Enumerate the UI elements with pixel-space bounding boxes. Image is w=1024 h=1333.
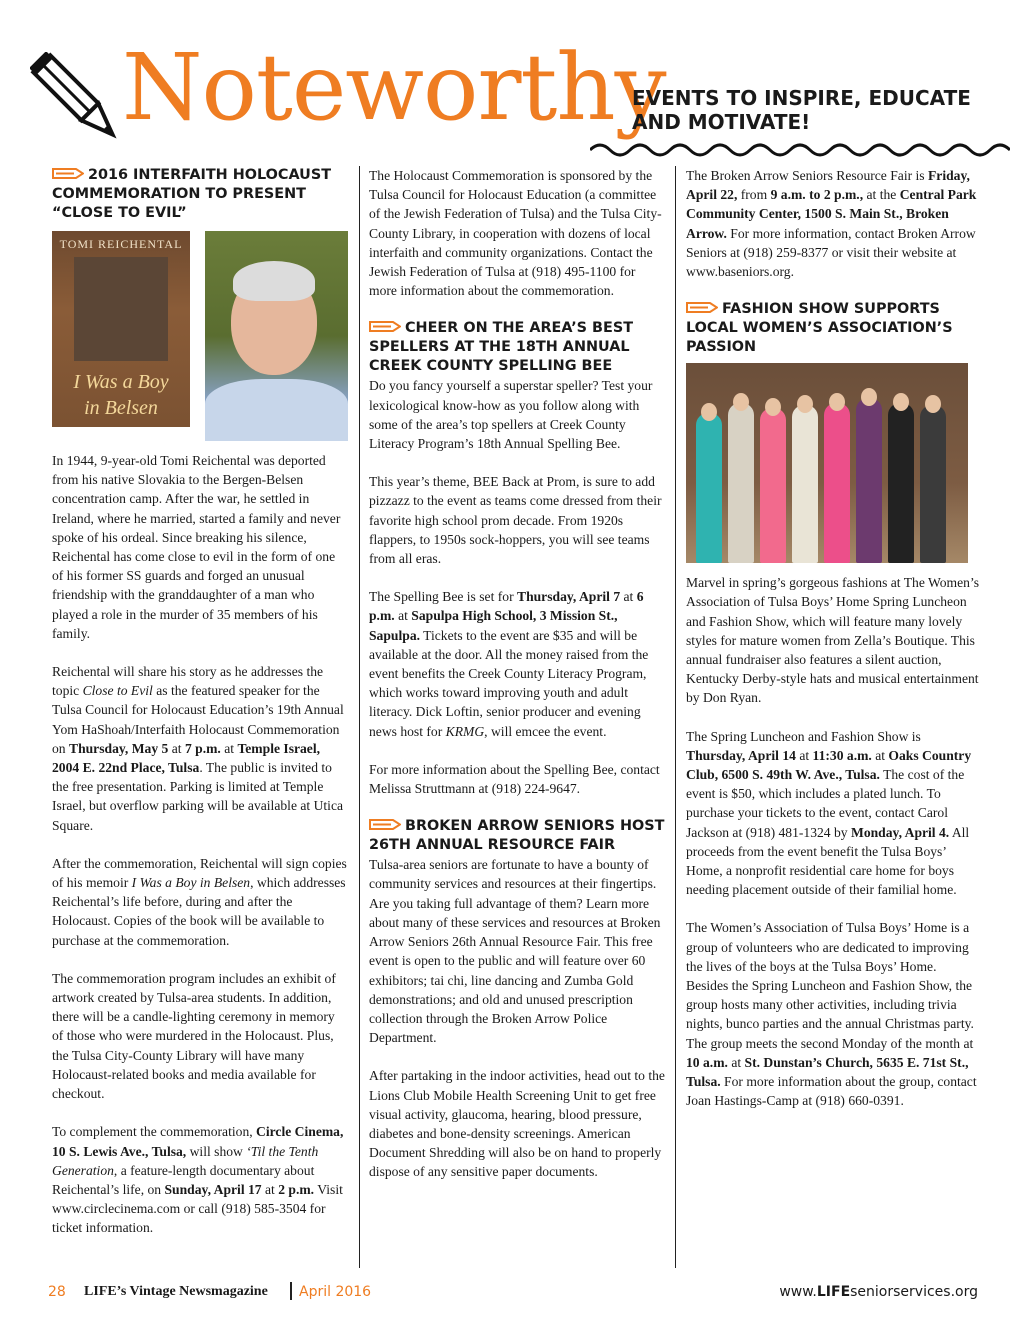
heading-line: CREEK COUNTY SPELLING BEE — [369, 358, 613, 375]
paragraph: In 1944, 9-year-old Tomi Reichental was deported from his native Slovakia to the Bergen-Belsen concentration camp. After the war, he settled in Ireland, where he married, started a family and never spoke of his ordeal. Since breaking his silence, Reichental has come close to evil in the form of one of his former SS guards and forged an unusual friendship with the granddaughter of a man who played a role in the murder of 35 members of his family. — [52, 453, 341, 641]
heading-line: “CLOSE TO EVIL” — [52, 205, 187, 221]
column-2 — [369, 166, 665, 1182]
paragraph: The Spring Luncheon and Fashion Show is Thursday, April 14 at 11:30 a.m. at Oaks Country Club, 6500 S. 49th W. Ave., Tulsa. The cost of the event is $50, which includes a plated lunch. To purchase your tickets to the event, contact Carol Jackson at (918) 481-1324 by Monday, April 4. All proceeds from the event benefit the Tulsa Boys’ Home, a nonprofit residential care home for boys needing placement outside of their familial home. — [686, 728, 972, 898]
photo-figure — [856, 398, 882, 563]
column-1 — [52, 166, 348, 1238]
heading-line: BROKEN ARROW SENIORS HOST — [405, 818, 665, 835]
heading-line: COMMEMORATION TO PRESENT — [52, 186, 306, 202]
heading-line: PASSION — [686, 339, 757, 356]
heading-line: 2016 INTERFAITH HOLOCAUST — [88, 167, 332, 183]
photo-figure — [888, 403, 914, 563]
photo-figure — [792, 405, 818, 563]
section-heading — [686, 300, 982, 357]
arrow-icon — [369, 321, 401, 332]
paragraph: The commemoration program includes an exhibit of artwork created by Tulsa-area students. In addition, there will be a candle-lighting ceremony in memory of those who were murdered in the Holocaust. Plus, the Tulsa City-County Library will have many Holocaust-related books and media available for checkout. — [52, 970, 336, 1102]
heading-line: CHEER ON THE AREA’S BEST — [405, 320, 634, 337]
photo-row — [52, 231, 348, 441]
photo-figure — [824, 403, 850, 563]
book-title-line: in Belsen — [84, 397, 158, 419]
paragraph: Do you fancy yourself a superstar speller? Test your lexicological know-how as you follow along with some of the area’s top spellers at Creek County Literacy Program’s 18th Annual Spelling Bee. — [369, 378, 653, 452]
photo-figure — [728, 403, 754, 563]
section-heading — [52, 166, 348, 223]
pencil-icon — [30, 52, 130, 152]
paragraph: Tulsa-area seniors are fortunate to have a bounty of community services and resources at their fingertips. Are you taking full advantage of them? Learn more about many of these services and resources at Broken Arrow Seniors 26th Annual Resource Fair. This free event is open to the public and will feature over 60 exhibitors; tai chi, line dancing and Zumba Gold demonstrations; and old and unused prescription collection through the Broken Arrow Police Department. — [369, 857, 661, 1046]
website-link[interactable]: www.LIFEseniorservices.org — [779, 1284, 978, 1300]
arrow-icon — [686, 302, 718, 313]
paragraph: The Broken Arrow Seniors Resource Fair is Friday, April 22, from 9 a.m. to 2 p.m., at the Central Park Community Center, 1500 S. Main St., Broken Arrow. For more information, contact Broken Arrow Seniors at (918) 259-8377 or visit their website at www.baseniors.org. — [686, 168, 977, 280]
section-heading — [369, 319, 665, 376]
fashion-show-photo — [686, 363, 968, 563]
page-title: Noteworthy — [122, 34, 666, 141]
publication-name: LIFE’s Vintage Newsmagazine — [84, 1284, 268, 1299]
page-number: 28 — [48, 1284, 66, 1300]
photo-figure — [920, 405, 946, 563]
heading-line: SPELLERS AT THE 18TH ANNUAL — [369, 339, 630, 356]
tagline-line: EVENTS TO INSPIRE, EDUCATE — [632, 86, 971, 110]
photo-figure — [760, 408, 786, 563]
paragraph: The Holocaust Commemoration is sponsored by the Tulsa Council for Holocaust Education (a committee of the Jewish Federation of Tulsa) and the Tulsa City-County Library, in cooperation with dozens of local interfaith and community organizations. Contact the Jewish Federation of Tulsa at (918) 495-1100 for more information about the commemoration. — [369, 168, 662, 299]
arrow-icon — [52, 168, 84, 179]
paragraph: Reichental will share his story as he addresses the topic Close to Evil as the featured speaker for the Tulsa Council for Holocaust Education’s 19th Annual Yom HaShoah/Interfaith Holocaust Commemoration on Thursday, May 5 at 7 p.m. at Temple Israel, 2004 E. 22nd Place, Tulsa. The public is invited to the free presentation. Parking is limited at Temple Israel, but overflow parking will be available at Utica Square. — [52, 664, 344, 833]
tagline-line: AND MOTIVATE! — [632, 110, 811, 134]
arrow-icon — [369, 819, 401, 830]
book-author: TOMI REICHENTAL — [59, 237, 183, 251]
heading-line: LOCAL WOMEN’S ASSOCIATION’S — [686, 320, 953, 337]
paragraph: The Women’s Association of Tulsa Boys’ Home is a group of volunteers who are dedicated to improving the lives of the boys at the Tulsa Boys’ Home. Besides the Spring Luncheon and Fashion Show, the group hosts many other activities, including trivia nights, bunco parties and the annual Christmas party. The group meets the second Monday of the month at 10 a.m. at St. Dunstan’s Church, 5635 E. 71st St., Tulsa. For more information about the group, contact Joan Hastings-Camp at (918) 660-0391. — [686, 920, 977, 1109]
paragraph: Marvel in spring’s gorgeous fashions at The Women’s Association of Tulsa Boys’ Home Spring Luncheon and Fashion Show, which will feature many lovely styles for mature women from Zella’s Boutique. This annual fundraiser also features a silent auction, Kentucky Derby-style hats and musical entertainment by Don Ryan. — [686, 575, 980, 706]
issue-date: April 2016 — [299, 1284, 372, 1300]
speaker-portrait — [205, 231, 348, 441]
footer-divider — [290, 1282, 292, 1300]
book-title-line: I Was a Boy — [73, 371, 169, 393]
column-3 — [686, 166, 982, 1111]
column-rule — [675, 166, 676, 1268]
paragraph: For more information about the Spelling Bee, contact Melissa Struttmann at (918) 224-9647. — [369, 761, 660, 797]
portrait-hair — [233, 261, 315, 301]
tagline — [632, 86, 971, 134]
wave-divider — [590, 140, 1010, 160]
paragraph: This year’s theme, BEE Back at Prom, is sure to add pizzazz to the event as teams come dressed from their favorite high school prom decade. From 1920s flappers, to 1950s sock-hoppers, you will see teams from all eras. — [369, 474, 662, 567]
masthead — [0, 0, 1024, 165]
paragraph: After the commemoration, Reichental will sign copies of his memoir I Was a Boy in Belsen, which addresses Reichental’s life before, during and after the Holocaust. Copies of the book will be available to purchase at the commemoration. — [52, 855, 347, 948]
book-cover-image — [52, 231, 190, 427]
book-title — [52, 369, 190, 421]
photo-figure — [696, 413, 722, 563]
heading-line: FASHION SHOW SUPPORTS — [722, 301, 940, 318]
portrait-shirt — [205, 379, 348, 441]
column-rule — [359, 166, 360, 1268]
book-photo — [74, 257, 168, 361]
paragraph: To complement the commemoration, Circle Cinema, 10 S. Lewis Ave., Tulsa, will show ‘Til the Tenth Generation, a feature-length documentary about Reichental’s life, on Sunday, April 17 at 2 p.m. Visit www.circlecinema.com or call (918) 585-3504 for ticket information. — [52, 1124, 344, 1236]
paragraph: The Spelling Bee is set for Thursday, April 7 at 6 p.m. at Sapulpa High School, 3 Mission St., Sapulpa. Tickets to the event are $35 and will be available at the door. All the money raised from the event benefits the Creek County Literacy Program, which works toward improving youth and adult literacy. Dick Loftin, senior producer and evening news host for KRMG, will emcee the event. — [369, 589, 649, 739]
section-heading — [369, 817, 665, 855]
heading-line: 26TH ANNUAL RESOURCE FAIR — [369, 837, 616, 854]
paragraph: After partaking in the indoor activities, head out to the Lions Club Mobile Health Screening Unit to get free visual activity, glaucoma, hearing, blood pressure, diabetes and bone-density screenings. American Document Shredding will also be on hand to properly dispose of any sensitive paper documents. — [369, 1068, 665, 1180]
